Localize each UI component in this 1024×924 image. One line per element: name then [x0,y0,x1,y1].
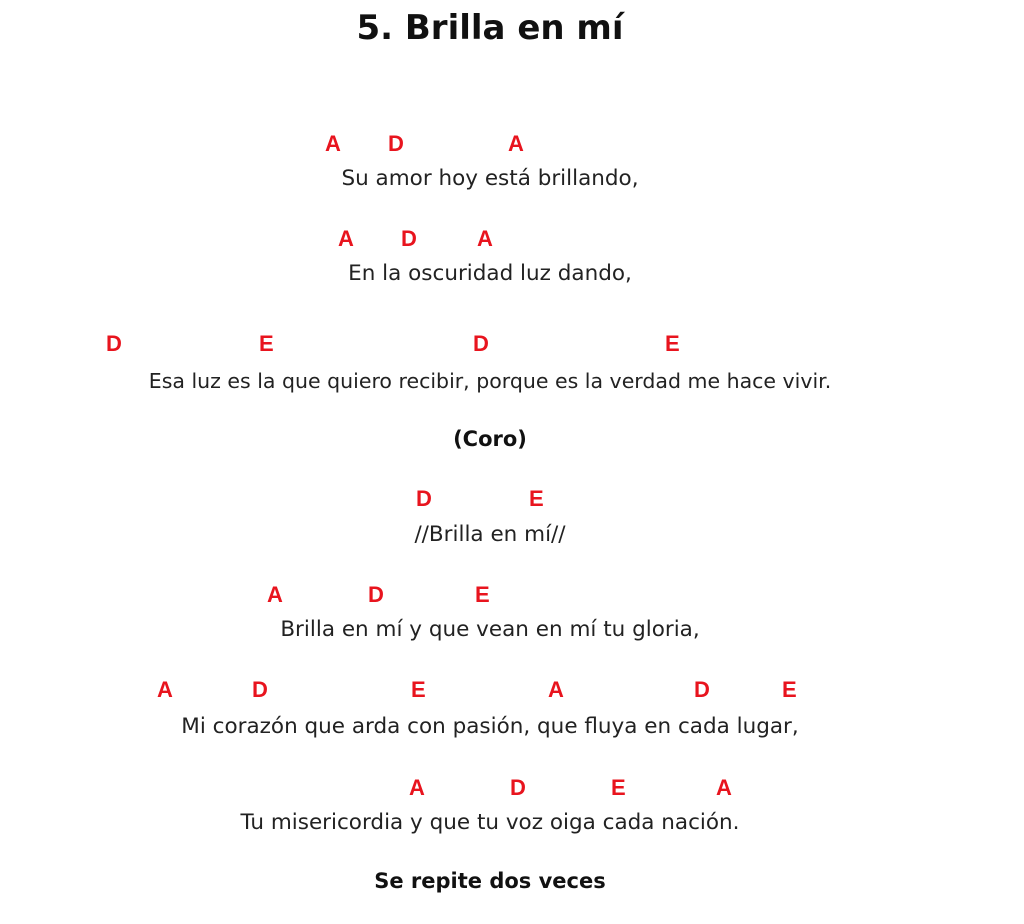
chord: D [106,331,122,356]
chord: A [267,582,283,607]
chord: D [252,677,268,702]
lyric-line: En la oscuridad luz dando, [348,261,632,286]
chord: E [411,677,426,702]
lyric-line: Esa luz es la que quiero recibir, porque es la verdad me hace vivir. [148,369,832,393]
chord: A [477,226,493,251]
chord: A [548,677,564,702]
chord: E [782,677,797,702]
chord: A [157,677,173,702]
chord: D [694,677,710,702]
chord: E [475,582,490,607]
chorus-label: (Coro) [453,427,527,451]
chord: D [473,331,489,356]
chord: E [665,331,680,356]
lyric-line: Mi corazón que arda con pasión, que fluya en cada lugar, [181,714,799,739]
lyric-line: Brilla en mí y que vean en mí tu gloria, [280,617,700,642]
chord: D [401,226,417,251]
song-title: 5. Brilla en mí [356,8,624,48]
chord: A [338,226,354,251]
lyric-line: //Brilla en mí// [414,522,566,547]
chord: A [716,775,732,800]
chord: A [409,775,425,800]
chord: D [510,775,526,800]
chord: E [529,486,544,511]
chord: E [259,331,274,356]
lyric-line: Su amor hoy está brillando, [341,166,639,191]
chord: A [508,131,524,156]
chord: A [325,131,341,156]
chord: D [388,131,404,156]
chord: D [416,486,432,511]
chord: D [368,582,384,607]
chord: E [611,775,626,800]
lyric-line: Tu misericordia y que tu voz oiga cada nación. [240,810,740,835]
repeat-note: Se repite dos veces [374,869,606,893]
